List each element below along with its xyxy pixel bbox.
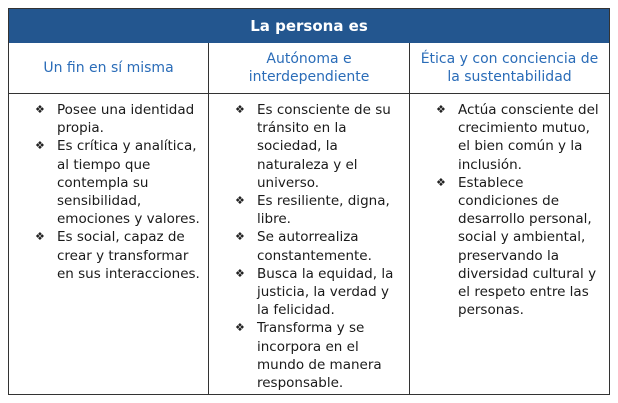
list-item — [410, 174, 609, 320]
list-item — [209, 192, 409, 228]
list-item — [209, 265, 409, 320]
list-item-text: Transforma y se incorpora en el mundo de manera responsable. — [257, 320, 382, 392]
list-item-text: Es crítica y analítica, al tiempo que contempla su sensibilidad, emociones y valores. — [57, 138, 200, 228]
diamond-bullet-icon: ❖ — [235, 321, 245, 335]
list-item-text: Se autorrealiza constantemente. — [257, 229, 372, 264]
diamond-bullet-icon: ❖ — [235, 266, 245, 280]
column-header-autonoma: Autónoma e interdependiente — [209, 43, 410, 93]
cell-etica — [410, 94, 609, 395]
diamond-bullet-icon: ❖ — [436, 103, 446, 116]
header-row — [9, 43, 609, 94]
list-autonoma — [209, 101, 409, 392]
list-item — [209, 228, 409, 264]
diamond-bullet-icon: ❖ — [235, 103, 245, 116]
persona-table — [8, 8, 610, 395]
diamond-bullet-icon: ❖ — [235, 194, 245, 208]
diamond-bullet-icon: ❖ — [35, 103, 45, 116]
list-item — [9, 101, 208, 137]
list-item — [410, 101, 609, 174]
list-item — [209, 101, 409, 192]
list-item-text: Establece condiciones de desarrollo personal, social y ambiental, preservando la diversidad cultural y el respeto entre las personas. — [458, 174, 597, 319]
list-item-text: Es consciente de su tránsito en la sociedad, la naturaleza y el universo. — [257, 102, 391, 191]
column-header-etica: Ética y con conciencia de la sustentabilidad — [420, 51, 599, 85]
table-title: La persona es — [9, 9, 609, 43]
diamond-bullet-icon: ❖ — [436, 175, 446, 189]
list-item — [9, 137, 208, 228]
list-item — [9, 228, 208, 283]
list-item — [209, 319, 409, 392]
diamond-bullet-icon: ❖ — [235, 230, 245, 244]
body-row — [9, 94, 609, 395]
cell-autonoma — [209, 94, 410, 395]
list-etica — [410, 101, 609, 319]
list-fin — [9, 101, 208, 283]
list-item-text: Es resiliente, digna, libre. — [257, 193, 390, 228]
cell-fin — [9, 94, 209, 395]
list-item-text: Es social, capaz de crear y transformar en sus interacciones. — [57, 229, 200, 282]
diamond-bullet-icon: ❖ — [35, 230, 45, 244]
diamond-bullet-icon: ❖ — [35, 139, 45, 153]
list-item-text: Busca la equidad, la justicia, la verdad y la felicidad. — [257, 265, 394, 319]
list-item-text: Actúa consciente del crecimiento mutuo, el bien común y la inclusión. — [458, 102, 599, 173]
column-header-fin: Un fin en sí misma — [9, 43, 209, 93]
list-item-text: Posee una identidad propia. — [57, 102, 195, 137]
